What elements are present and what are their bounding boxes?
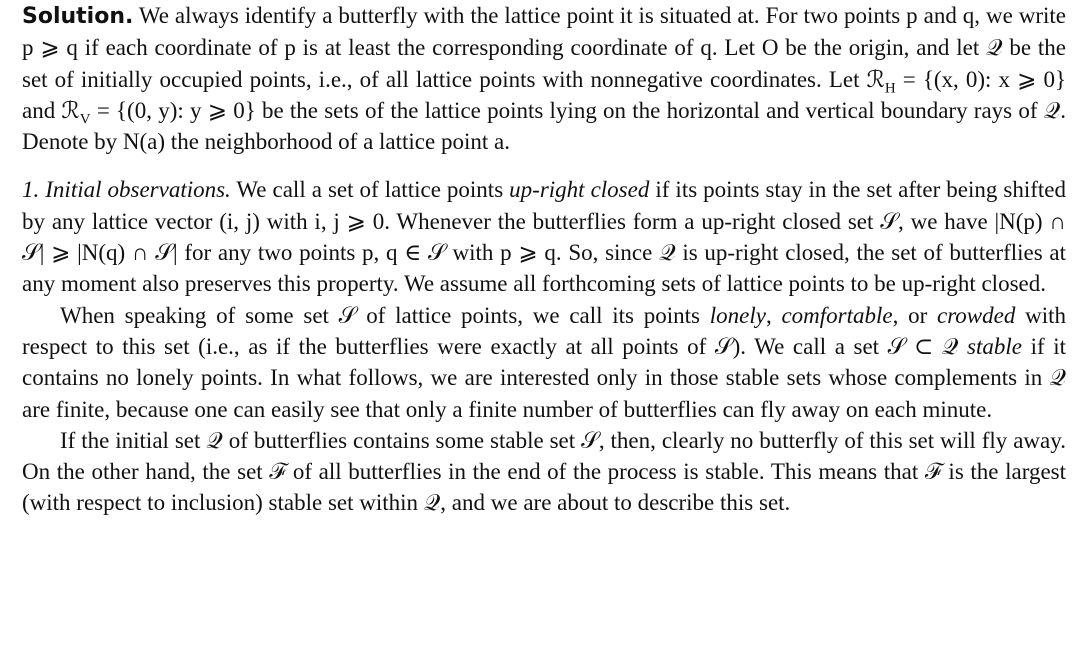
solution-heading: Solution. [22,4,134,29]
solution-text: We always identify a butterfly with the lattice point it is situated at. For two points p and q, we write p ⩾ q if each coordinate of p is at least the corresponding coordinate of q. Let O be the origin, and let 𝒬 be the set of initially occupied points, i.e., of all lattice points with nonnegative coordinates. Let ℛ [22,3,1066,92]
term-crowded: crowded [937,302,1016,328]
document-page [22,0,1066,519]
rv-subscript: V [79,111,91,128]
para3-text-d: with respect to this set (i.e., as if the butterflies were exactly at all points of 𝒮). We call a set 𝒮 ⊂ 𝒬 [22,302,1066,359]
term-comfortable: comfortable [781,302,893,328]
para3-text-c: , or [892,302,937,328]
para3-text-b: , [765,302,782,328]
section-text-b: if its points stay in the set after being shifted by any lattice vector (i, j) with i, j ⩾ 0. Whenever the butterflies form a up-right closed set 𝒮, we have |N(p) ∩ 𝒮| ⩾ |N(q) ∩ 𝒮| for any two points p, q ∈ 𝒮 with p ⩾ q. So, since 𝒬 is up-right closed, the set of butterflies at any moment also preserves this property. We assume all forthcoming sets of lattice points to be up-right closed. [22,177,1066,297]
para4-text: If the initial set 𝒬 of butterflies contains some stable set 𝒮, then, clearly no butterfly of this set will fly away. On the other hand, the set ℱ of all butterflies in the end of the process is stable. This means that ℱ is the largest (with respect to inclusion) stable set within 𝒬, and we are about to describe this set. [22,427,1066,516]
solution-paragraph [22,0,1066,157]
definitions-paragraph [22,300,1066,425]
para3-text-a: When speaking of some set 𝒮 of lattice points, we call its points [60,302,710,328]
term-stable: stable [967,333,1022,359]
para3-text-e: if it contains no lonely points. In what follows, we are interested only in those stable sets whose complements in 𝒬 are finite, because one can easily see that only a finite number of butterflies can fly away on each minute. [22,333,1066,422]
solution-text-3: = {(0, y): y ⩾ 0} be the sets of the lattice points lying on the horizontal and vertical boundary rays of 𝒬. Denote by N(a) the neighborhood of a lattice point a. [22,97,1066,155]
rh-subscript: H [884,80,896,97]
largest-stable-set-paragraph [22,425,1066,519]
section-heading: 1. Initial observations. [22,177,231,203]
section-text-a: We call a set of lattice points [230,177,510,203]
solution-text-2: = {(x, 0): x ⩾ 0} and ℛ [22,66,1067,123]
term-up-right-closed: up-right closed [509,177,650,203]
term-lonely: lonely [709,302,766,328]
initial-observations-paragraph [22,174,1066,299]
